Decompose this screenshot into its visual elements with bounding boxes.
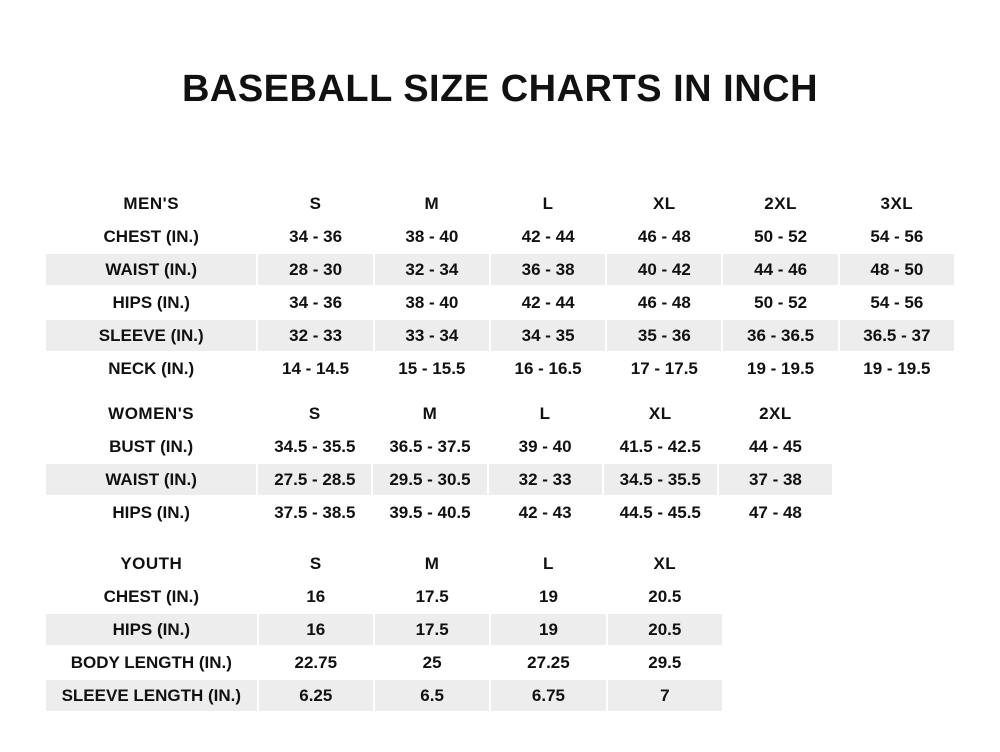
cell: 27.25 <box>490 646 606 679</box>
row-label: SLEEVE LENGTH (IN.) <box>45 679 258 712</box>
cell: 46 - 48 <box>606 286 722 319</box>
cell: 44 - 45 <box>718 430 833 463</box>
cell: 17 - 17.5 <box>606 352 722 385</box>
youth-size-chart <box>44 546 724 713</box>
cell: 36.5 - 37.5 <box>372 430 487 463</box>
cell: 54 - 56 <box>839 220 955 253</box>
table-row <box>45 286 955 319</box>
youth-size-table <box>44 546 724 713</box>
page-title: BASEBALL SIZE CHARTS IN INCH <box>181 68 819 110</box>
womens-header-l: L <box>488 397 603 430</box>
cell: 34 - 36 <box>257 286 373 319</box>
cell: 36 - 38 <box>490 253 606 286</box>
youth-header-m: M <box>374 547 490 580</box>
row-label: BODY LENGTH (IN.) <box>45 646 258 679</box>
cell: 16 - 16.5 <box>490 352 606 385</box>
table-row <box>45 580 723 613</box>
cell: 37.5 - 38.5 <box>257 496 372 529</box>
table-header-row <box>45 187 955 220</box>
cell: 40 - 42 <box>606 253 722 286</box>
table-header-row <box>45 397 833 430</box>
row-label: BUST (IN.) <box>45 430 257 463</box>
womens-header-2xl: 2XL <box>718 397 833 430</box>
cell: 6.5 <box>374 679 490 712</box>
womens-header-m: M <box>372 397 487 430</box>
mens-table-header <box>45 187 955 220</box>
row-label: HIPS (IN.) <box>45 286 257 319</box>
mens-header-category: MEN'S <box>45 187 257 220</box>
cell: 22.75 <box>258 646 374 679</box>
mens-size-chart <box>44 186 956 386</box>
cell: 36.5 - 37 <box>839 319 955 352</box>
cell: 35 - 36 <box>606 319 722 352</box>
mens-header-xl: XL <box>606 187 722 220</box>
cell: 36 - 36.5 <box>722 319 838 352</box>
cell: 32 - 34 <box>374 253 490 286</box>
cell: 33 - 34 <box>374 319 490 352</box>
cell: 6.25 <box>258 679 374 712</box>
cell: 34 - 36 <box>257 220 373 253</box>
cell: 50 - 52 <box>722 286 838 319</box>
row-label: NECK (IN.) <box>45 352 257 385</box>
cell: 19 <box>490 580 606 613</box>
mens-header-m: M <box>374 187 490 220</box>
cell: 50 - 52 <box>722 220 838 253</box>
cell: 46 - 48 <box>606 220 722 253</box>
table-row <box>45 319 955 352</box>
womens-header-xl: XL <box>603 397 718 430</box>
cell: 6.75 <box>490 679 606 712</box>
cell: 42 - 43 <box>488 496 603 529</box>
womens-header-s: S <box>257 397 372 430</box>
table-row <box>45 679 723 712</box>
mens-header-3xl: 3XL <box>839 187 955 220</box>
row-label: CHEST (IN.) <box>45 220 257 253</box>
youth-header-xl: XL <box>607 547 723 580</box>
cell: 48 - 50 <box>839 253 955 286</box>
table-row <box>45 613 723 646</box>
cell: 32 - 33 <box>257 319 373 352</box>
cell: 42 - 44 <box>490 286 606 319</box>
cell: 25 <box>374 646 490 679</box>
womens-table-body <box>45 430 833 529</box>
cell: 44.5 - 45.5 <box>603 496 718 529</box>
youth-header-category: YOUTH <box>45 547 258 580</box>
mens-header-s: S <box>257 187 373 220</box>
table-header-row <box>45 547 723 580</box>
cell: 41.5 - 42.5 <box>603 430 718 463</box>
mens-header-l: L <box>490 187 606 220</box>
cell: 19 <box>490 613 606 646</box>
womens-size-chart <box>44 396 834 530</box>
mens-size-table <box>44 186 956 386</box>
row-label: SLEEVE (IN.) <box>45 319 257 352</box>
cell: 44 - 46 <box>722 253 838 286</box>
table-row <box>45 352 955 385</box>
cell: 20.5 <box>607 580 723 613</box>
cell: 17.5 <box>374 613 490 646</box>
row-label: CHEST (IN.) <box>45 580 258 613</box>
cell: 17.5 <box>374 580 490 613</box>
table-row <box>45 253 955 286</box>
cell: 15 - 15.5 <box>374 352 490 385</box>
cell: 19 - 19.5 <box>722 352 838 385</box>
row-label: WAIST (IN.) <box>45 463 257 496</box>
cell: 42 - 44 <box>490 220 606 253</box>
cell: 34 - 35 <box>490 319 606 352</box>
cell: 29.5 - 30.5 <box>372 463 487 496</box>
cell: 34.5 - 35.5 <box>603 463 718 496</box>
youth-header-l: L <box>490 547 606 580</box>
womens-size-table <box>44 396 834 530</box>
cell: 38 - 40 <box>374 286 490 319</box>
mens-header-2xl: 2XL <box>722 187 838 220</box>
womens-table-header <box>45 397 833 430</box>
cell: 39 - 40 <box>488 430 603 463</box>
cell: 32 - 33 <box>488 463 603 496</box>
cell: 34.5 - 35.5 <box>257 430 372 463</box>
cell: 38 - 40 <box>374 220 490 253</box>
row-label: HIPS (IN.) <box>45 496 257 529</box>
cell: 47 - 48 <box>718 496 833 529</box>
youth-table-header <box>45 547 723 580</box>
mens-table-body <box>45 220 955 385</box>
cell: 54 - 56 <box>839 286 955 319</box>
cell: 27.5 - 28.5 <box>257 463 372 496</box>
table-row <box>45 463 833 496</box>
womens-header-category: WOMEN'S <box>45 397 257 430</box>
table-row <box>45 220 955 253</box>
cell: 20.5 <box>607 613 723 646</box>
cell: 29.5 <box>607 646 723 679</box>
youth-header-s: S <box>258 547 374 580</box>
table-row <box>45 496 833 529</box>
cell: 37 - 38 <box>718 463 833 496</box>
table-row <box>45 430 833 463</box>
cell: 28 - 30 <box>257 253 373 286</box>
youth-table-body <box>45 580 723 712</box>
cell: 14 - 14.5 <box>257 352 373 385</box>
row-label: HIPS (IN.) <box>45 613 258 646</box>
row-label: WAIST (IN.) <box>45 253 257 286</box>
cell: 7 <box>607 679 723 712</box>
cell: 16 <box>258 613 374 646</box>
table-row <box>45 646 723 679</box>
cell: 16 <box>258 580 374 613</box>
cell: 39.5 - 40.5 <box>372 496 487 529</box>
cell: 19 - 19.5 <box>839 352 955 385</box>
